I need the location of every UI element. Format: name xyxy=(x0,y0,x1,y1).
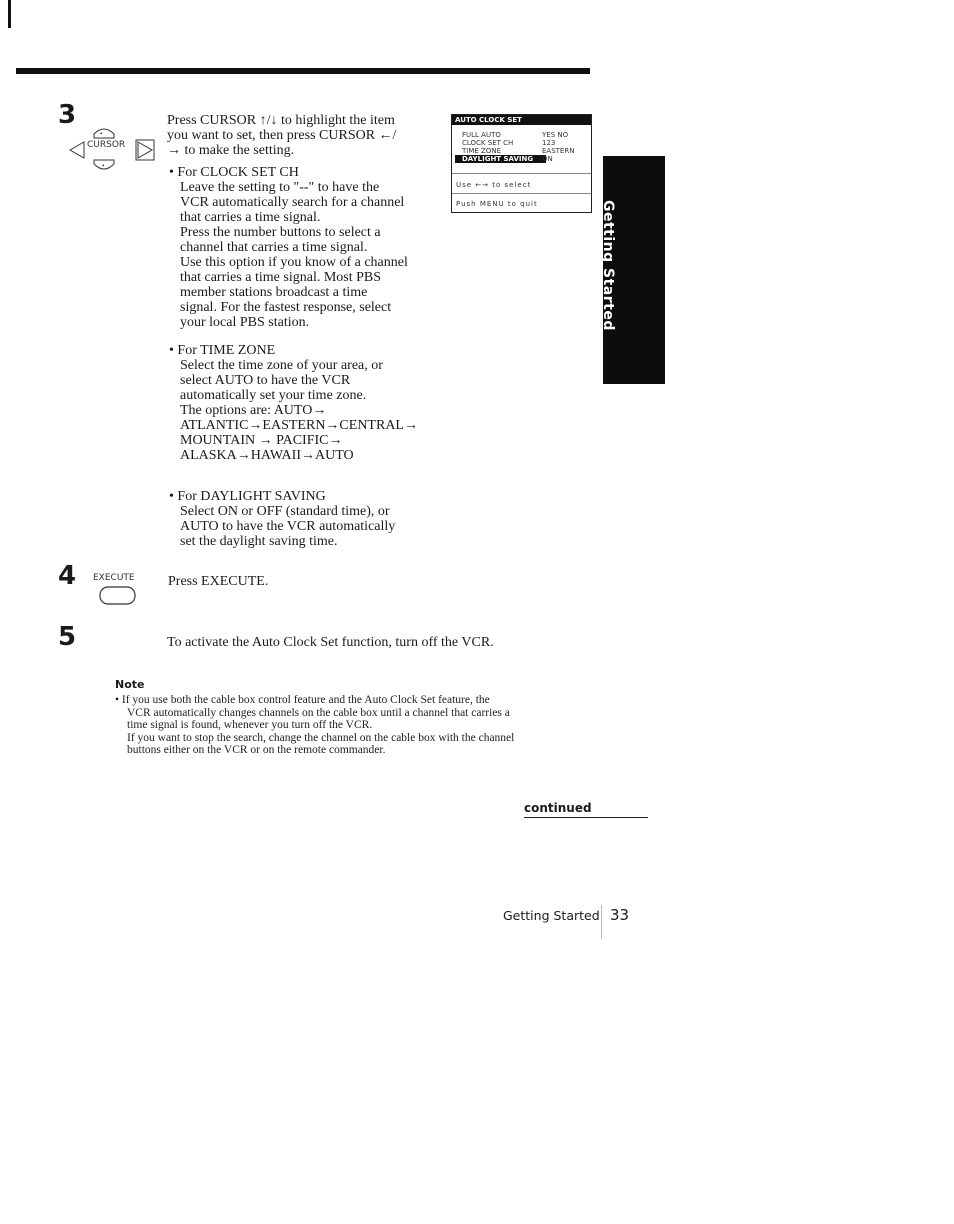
body-line: Press the number buttons to select a xyxy=(180,225,381,240)
footer-divider xyxy=(601,905,602,939)
intro-line: you want to set, then press CURSOR ←/ xyxy=(167,128,397,143)
osd-value: ON xyxy=(542,155,553,163)
side-tab-label: Getting Started xyxy=(600,200,616,331)
step-3-number: 3 xyxy=(58,100,77,130)
note-line: buttons either on the VCR or on the remote commander. xyxy=(127,744,386,756)
page-number: 33 xyxy=(610,906,630,924)
osd-row xyxy=(452,131,591,139)
footer-section: Getting Started xyxy=(503,908,600,923)
osd-label: CLOCK SET CH xyxy=(462,139,514,147)
note-line: VCR automatically changes channels on the cable box until a channel that carries a xyxy=(127,706,510,719)
step-3-intro xyxy=(167,113,396,158)
body-line: Use this option if you know of a channel xyxy=(180,255,408,270)
body-line: your local PBS station. xyxy=(180,315,310,330)
osd-label: TIME ZONE xyxy=(462,147,501,155)
step-4-number: 4 xyxy=(58,561,77,591)
side-tab-label-box xyxy=(600,200,630,340)
body-line: The options are: AUTO→ xyxy=(180,403,327,418)
osd-row xyxy=(452,147,591,155)
osd-value: EASTERN xyxy=(542,147,575,155)
note-line: • If you use both the cable box control feature and the Auto Clock Set feature, the xyxy=(115,694,490,706)
step-4-text: Press EXECUTE. xyxy=(168,574,269,589)
section-heading: • For TIME ZONE xyxy=(169,343,276,358)
body-line: Leave the setting to "--" to have the xyxy=(180,180,380,195)
osd-title: AUTO CLOCK SET xyxy=(452,115,591,125)
body-line: Select the time zone of your area, or xyxy=(180,358,383,373)
intro-line: → to make the setting. xyxy=(167,143,295,158)
note-line: If you want to stop the search, change the channel on the cable box with the channel xyxy=(127,731,515,744)
body-line: VCR automatically search for a channel xyxy=(180,195,405,210)
body-line: MOUNTAIN → PACIFIC→ xyxy=(180,433,343,448)
auto-clock-set-screen xyxy=(451,114,592,213)
section-heading: • For DAYLIGHT SAVING xyxy=(169,489,326,504)
daylight-section xyxy=(169,489,395,549)
step-5-text: To activate the Auto Clock Set function, turn off the VCR. xyxy=(167,635,494,650)
body-line: AUTO to have the VCR automatically xyxy=(180,519,396,534)
body-line: ALASKA→HAWAII→AUTO xyxy=(180,448,354,463)
crop-mark xyxy=(8,0,11,28)
execute-button-icon xyxy=(98,585,138,607)
body-line: select AUTO to have the VCR xyxy=(180,373,351,388)
body-line: signal. For the fastest response, select xyxy=(180,300,392,315)
note-line: time signal is found, whenever you turn off the VCR. xyxy=(127,719,373,731)
cursor-label: CURSOR xyxy=(87,140,126,150)
step-5-number: 5 xyxy=(58,622,77,652)
osd-hint-select: Use ←→ to select xyxy=(456,181,532,189)
body-line: set the daylight saving time. xyxy=(180,534,338,549)
body-line: member stations broadcast a time xyxy=(180,285,368,300)
execute-label: EXECUTE xyxy=(93,573,135,583)
osd-row xyxy=(452,139,591,147)
osd-value: YES NO xyxy=(542,131,569,139)
note-heading: Note xyxy=(115,678,145,691)
body-line: Select ON or OFF (standard time), or xyxy=(180,504,390,519)
body-line: ATLANTIC→EASTERN→CENTRAL→ xyxy=(180,418,418,433)
time-zone-section xyxy=(169,343,418,463)
osd-hint-quit: Push MENU to quit xyxy=(456,200,538,208)
body-line: channel that carries a time signal. xyxy=(180,240,368,255)
header-rule xyxy=(16,68,590,74)
clock-set-section xyxy=(169,165,408,330)
osd-row xyxy=(452,155,591,163)
body-line: that carries a time signal. Most PBS xyxy=(180,270,382,285)
svg-text:•: • xyxy=(100,130,103,138)
section-heading: • For CLOCK SET CH xyxy=(169,165,299,180)
osd-label: FULL AUTO xyxy=(462,131,501,139)
intro-line: Press CURSOR ↑/↓ to highlight the item xyxy=(167,113,395,128)
osd-label-highlighted: DAYLIGHT SAVING xyxy=(455,155,546,163)
body-line: automatically set your time zone. xyxy=(180,388,367,403)
continued-rule xyxy=(524,817,648,818)
continued-label: continued xyxy=(524,801,592,815)
svg-text:•: • xyxy=(102,162,105,170)
note-body xyxy=(115,694,514,757)
osd-value: 123 xyxy=(542,139,556,147)
body-line: that carries a time signal. xyxy=(180,210,321,225)
